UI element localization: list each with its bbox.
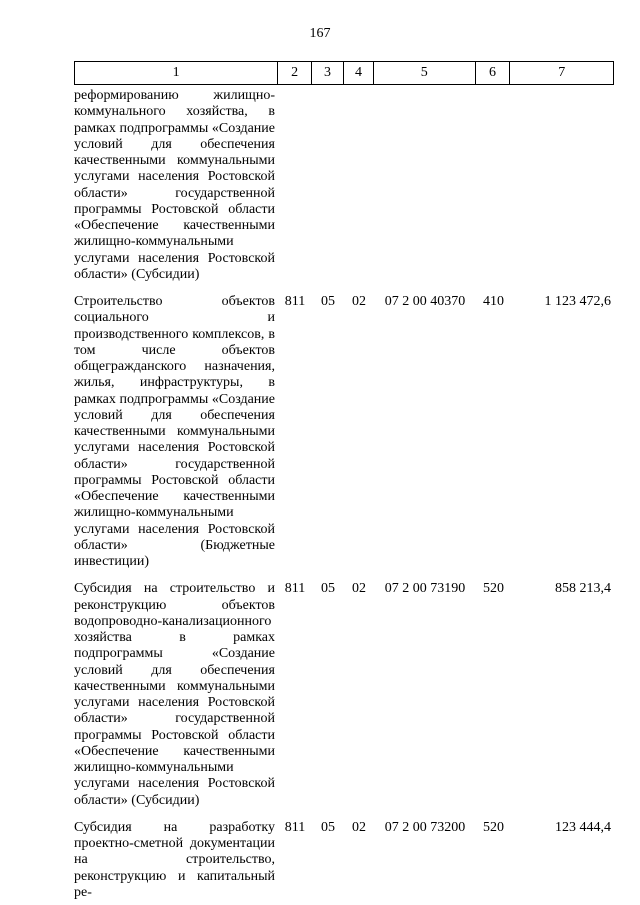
table-row	[74, 88, 614, 283]
cell-expense-type: 520	[483, 581, 504, 597]
header-col-5: 5	[374, 62, 476, 84]
cell-target-code: 07 2 00 73190	[384, 581, 466, 597]
cell-amount: 123 444,4	[555, 819, 611, 835]
cell-expense-type	[476, 88, 511, 283]
header-col-3: 3	[312, 62, 344, 84]
table-row	[74, 294, 614, 570]
cell-amount: 858 213,4	[555, 581, 611, 597]
header-col-1: 1	[75, 62, 278, 84]
row-description: реформированию жилищно-коммунального хозяйства, в рамках подпрограммы «Создание условий для обеспечения качественными коммунальными услугами населения Ростовской области» государственной программы Ростовской области «Обеспечение качественными жилищно-коммунальными услугами населения Ростовской области» (Субсидии)	[74, 88, 275, 282]
row-description: Субсидия на разработку проектно-сметной документации на строительство, реконструкцию и капитальный ре-	[74, 819, 275, 900]
table-row	[74, 820, 614, 901]
row-description: Субсидия на строительство и реконструкцию объектов водопроводно-канализационного хозяйства в рамках подпрограммы «Создание условий для обеспечения качественными коммунальными услугами населения Ростовской области» государственной программы Ростовской области «Обеспечение качественными жилищно-коммунальными услугами населения Ростовской области» (Субсидии)	[74, 581, 275, 808]
cell-section: 05	[321, 819, 335, 835]
cell-subsection: 02	[352, 294, 366, 309]
cell-section	[312, 88, 344, 283]
row-description: Строительство объектов социального и производственного комплексов, в том числе объектов общегражданского назначения, жилья, инфраструктуры, в рамках подпрограммы «Создание условий для обеспечения качественными коммунальными услугами населения Ростовской области» государственной программы Ростовской области «Обеспечение качественными жилищно-коммунальными услугами населения Ростовской области» (Бюджетные инвестиции)	[74, 294, 275, 569]
cell-ministry: 811	[284, 581, 306, 597]
header-col-2: 2	[278, 62, 312, 84]
cell-section: 05	[321, 581, 335, 597]
cell-section: 05	[321, 294, 335, 309]
header-col-6: 6	[476, 62, 511, 84]
cell-ministry: 811	[284, 819, 306, 835]
cell-amount: 1 123 472,6	[544, 294, 611, 309]
cell-amount	[511, 88, 614, 283]
cell-expense-type: 520	[483, 819, 504, 835]
page-number: 167	[309, 26, 331, 41]
header-col-7: 7	[558, 65, 566, 80]
cell-ministry	[278, 88, 312, 283]
cell-expense-type: 410	[483, 294, 504, 309]
table-body	[74, 88, 614, 901]
table-header	[74, 61, 614, 85]
cell-subsection: 02	[352, 581, 366, 597]
table-row	[74, 581, 614, 809]
cell-target-code: 07 2 00 73200	[384, 819, 466, 835]
cell-ministry: 811	[284, 294, 306, 309]
cell-target-code: 07 2 00 40370	[384, 294, 466, 309]
cell-subsection: 02	[352, 819, 366, 835]
header-col-4: 4	[344, 62, 374, 84]
cell-subsection	[344, 88, 374, 283]
cell-target-code	[374, 88, 476, 283]
